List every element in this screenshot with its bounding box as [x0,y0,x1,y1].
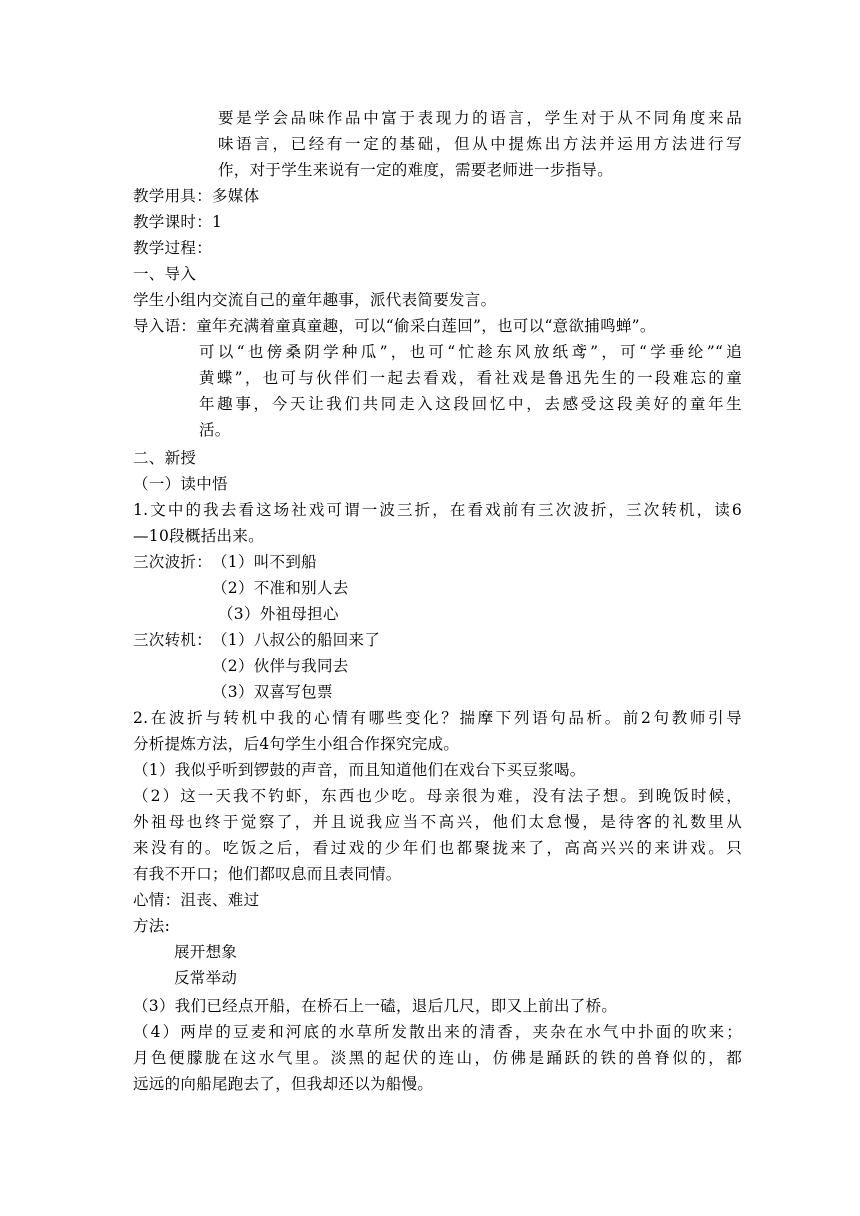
method-item: 展开想象 [174,943,238,961]
twists-label: 三次波折： [133,553,213,571]
list-item: （1）八叔公的船回来了 [212,631,381,649]
text-line: 年趣事，今天让我们共同走入这段回忆中，去感受这段美好的童年生 [199,395,742,413]
text-line: —10段概括出来。 [133,527,264,545]
method-label: 方法: [133,917,171,935]
text-line: 有我不开口；他们都叹息而且表同情。 [133,865,402,883]
list-item: （1）叫不到船 [212,553,317,571]
text-line: 2.在波折与转机中我的心情有哪些变化？揣摩下列语句品析。前2句教师引导 [133,709,742,727]
text-line: 黄蝶”，也可与伙伴们一起去看戏，看社戏是鲁迅先生的一段难忘的童 [199,369,742,387]
section-heading: 一、导入 [133,265,197,283]
teaching-hours: 教学课时：1 [133,213,223,231]
text-line: 活。 [199,421,231,439]
teaching-process-heading: 教学过程： [133,239,213,257]
list-item: （3）双喜写包票 [212,683,333,701]
sentence-3: （3）我们已经点开船，在桥石上一磕，退后几尺，即又上前出了桥。 [133,997,618,1015]
text-line: 来没有的。吃饭之后，看过戏的少年们也都聚拢来了，高高兴兴的来讲戏。只 [133,839,742,857]
teaching-tools: 教学用具：多媒体 [133,187,260,205]
method-item: 反常举动 [174,969,238,987]
text-line: 月色便朦胧在这水气里。淡黑的起伏的连山，仿佛是踊跃的铁的兽脊似的，都 [133,1049,742,1067]
turns-label: 三次转机： [133,631,213,649]
mood-line: 心情：沮丧、难过 [133,891,260,909]
sentence-1: （1）我似乎听到锣鼓的声音，而且知道他们在戏台下买豆浆喝。 [133,761,586,779]
text-line: 远远的向船尾跑去了，但我却还以为船慢。 [133,1075,434,1093]
text-line: （2）这一天我不钓虾，东西也少吃。母亲很为难，没有法子想。到晚饭时候， [133,787,742,805]
subsection-heading: （一）读中悟 [133,475,228,493]
section-heading: 二、新授 [133,449,197,467]
text-line: 导入语：童年充满着童真童趣，可以“偷采白莲回”，也可以“意欲捕鸣蝉”。 [133,317,656,335]
text-line: （4）两岸的豆麦和河底的水草所发散出来的清香，夹杂在水气中扑面的吹来； [133,1023,742,1041]
list-item: （2）伙伴与我同去 [212,657,349,675]
text-line: 学生小组内交流自己的童年趣事，派代表简要发言。 [133,291,497,309]
text-line: 可以“也傍桑阴学种瓜”，也可“忙趁东风放纸鸢”，可“学垂纶”“追 [199,343,742,361]
list-item: （3）外祖母担心 [218,605,339,623]
list-item: （2）不准和别人去 [212,579,349,597]
text-line: 1.文中的我去看这场社戏可谓一波三折，在看戏前有三次波折，三次转机，读6 [133,501,742,519]
text-line: 外祖母也终于觉察了，并且说我应当不高兴，他们太怠慢，是待客的礼数里从 [133,813,742,831]
text-line: 作，对于学生来说有一定的难度，需要老师进一步指导。 [218,161,614,179]
text-line: 分析提炼方法，后4句学生小组合作探究完成。 [133,735,460,753]
text-line: 要是学会品味作品中富于表现力的语言，学生对于从不同角度来品 [218,109,742,127]
text-line: 味语言，已经有一定的基础，但从中提炼出方法并运用方法进行写 [218,135,742,153]
